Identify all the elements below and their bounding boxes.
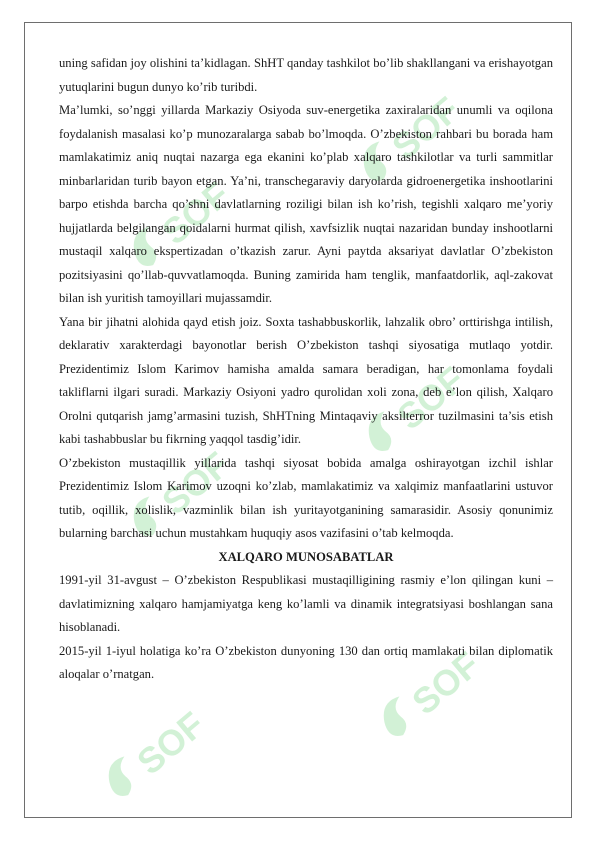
svg-text:SOF: SOF xyxy=(154,443,238,523)
document-body xyxy=(59,52,553,687)
svg-text:SOF: SOF xyxy=(384,88,468,168)
svg-text:SOF: SOF xyxy=(154,173,238,253)
paragraph: 2015-yil 1-iyul holatiga ko’ra O’zbekiston dunyoning 130 dan ortiq mamlakati bilan diplomatik aloqalar o’rnatgan. xyxy=(59,643,553,681)
section-heading: XALQARO MUNOSABATLAR xyxy=(218,549,394,564)
svg-text:SOF: SOF xyxy=(389,358,473,438)
paragraph: 1991-yil 31-avgust – O’zbekiston Respublikasi mustaqilligining rasmiy e’lon qilingan kuni – davlatimizning xalqaro hamjamiyatga keng ko’lamli va dinamik integratsiyasi boshlangan sana hisoblanadi. xyxy=(59,573,553,634)
paragraph: O’zbekiston mustaqillik yillarida tashqi siyosat bobida amalga oshirayotgan izchil ishlar Prezidentimiz Islom Karimov uzoqni ko’zlab, mamlakatimiz va xalqimiz manfaatlarini ustuvor tutib, oqillik, xolislik, vazminlik bilan ish yuritayotganining samarasidir. Asosiy qonunimiz bularning barchasi uchun mustahkam huquqiy asos vazifasini o’tab kelmoqda. xyxy=(59,455,553,540)
paragraph: Ma’lumki, so’nggi yillarda Markaziy Osiyoda suv-energetika zaxiralaridan unumli va oqilona foydalanish masalasi ko’p munozaralarga sabab bo’lmoqda. O’zbekiston rahbari bu borada ham mamlakatimiz aniq nuqtai nazarga ega ekanini ko’plab xalqaro tashkilotlar va turli sammitlar minbarlaridan turib bayon etgan. Ya’ni, transchegaraviy daryolarda gidroenergetika inshootlarini barpo etishda barcha qo’shni davlatlarning roziligi bilan ish ko’rish, tegishli xalqaro me’yoriy hujjatlarda belgilangan qoidalarni hurmat qilish, xavfsizlik nuqtai nazaridan bunday inshootlarni mustaqil xalqaro ekspertizadan o’tkazish zarur. Ayni paytda aksariyat davlatlar O’zbekiston pozitsiyasini qo’llab-quvvatlamoqda. Buning zamirida ham tenglik, manfaatdorlik, aql-zakovat bilan ish yuritish tamoyillari mujassamdir. xyxy=(59,103,553,305)
paragraph: uning safidan joy olishini ta’kidlagan. ShHT qanday tashkilot bo’lib shakllangani va erishayotgan yutuqlarini bugun dunyo ko’rib turibdi. xyxy=(59,56,553,94)
paragraph: Yana bir jihatni alohida qayd etish joiz. Soxta tashabbuskorlik, lahzalik obro’ orttirishga intilish, deklarativ xarakterdagi bayonotlar berish O’zbekiston tashqi siyosatiga mutlaqo yotdir. Prezidentimiz Islom Karimov hamisha amalda samara beradigan, har tomonlama foydali takliflarni ilgari suradi. Markaziy Osiyoni yadro qurolidan xoli zona, deb e’lon qilish, Xalqaro Orolni qutqarish jamg’armasini tuzish, ShHTning Mintaqaviy aksilterror tuzilmasini ta’sis etish kabi tashabbuslar bu fikrning yaqqol tasdig’idir. xyxy=(59,314,553,446)
svg-text:SOF: SOF xyxy=(404,643,488,723)
svg-text:SOF: SOF xyxy=(129,703,213,783)
